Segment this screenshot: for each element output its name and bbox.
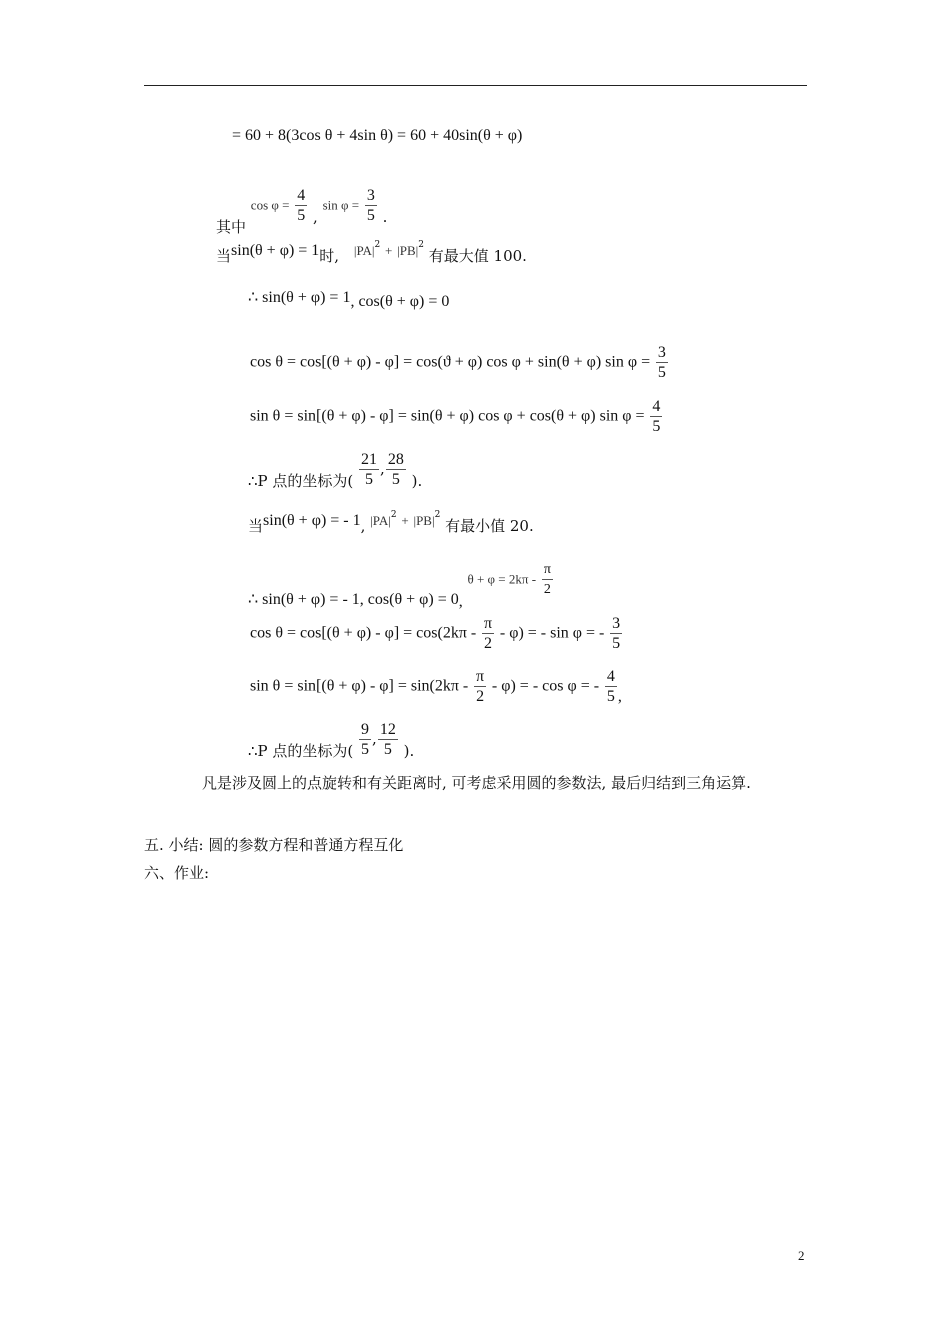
sin-max-fraction xyxy=(650,397,662,436)
cos-max-den: 5 xyxy=(657,364,666,381)
sin-min-num: 4 xyxy=(606,668,615,685)
where-sin-num: 3 xyxy=(366,187,375,204)
min-pa-square: 2 xyxy=(390,510,397,520)
max-plus: + xyxy=(385,243,393,258)
homework-heading: 六、作业: xyxy=(144,864,210,882)
point-1-y-num: 28 xyxy=(387,451,404,468)
max-shi: 时, xyxy=(319,247,340,265)
sin-min-pi-den: 2 xyxy=(476,688,485,705)
max-text: 有最大值 100. xyxy=(428,247,527,265)
max-pa-square: 2 xyxy=(374,240,381,250)
cos-min-pi-fraction xyxy=(482,614,494,653)
max-condition: sin(θ + φ) = 1 xyxy=(231,242,320,259)
point-1-label: ∴P 点的坐标为( xyxy=(248,471,354,490)
sin-min-pi-fraction xyxy=(474,667,486,706)
sin-max-den: 5 xyxy=(652,418,661,435)
cos-min-den: 5 xyxy=(612,635,621,652)
point-2-label: ∴P 点的坐标为( xyxy=(248,741,354,760)
where-end: . xyxy=(382,207,388,226)
point-2-x xyxy=(359,720,371,759)
cos-max-num: 3 xyxy=(657,344,666,361)
cos-min-pi-den: 2 xyxy=(484,635,493,652)
summary-heading: 五. 小结: 圆的参数方程和普通方程互化 xyxy=(144,836,404,854)
where-cos-num: 4 xyxy=(297,187,306,204)
where-cos-den: 5 xyxy=(297,207,306,224)
cos-max-line xyxy=(250,343,669,382)
min-plus: + xyxy=(401,513,409,528)
min-condition: sin(θ + φ) = - 1 xyxy=(263,512,361,529)
max-when: 当 xyxy=(216,247,232,265)
sin-max-num: 4 xyxy=(652,398,661,415)
therefore-line-2 xyxy=(248,560,554,610)
pi-num: π xyxy=(542,560,553,580)
min-pa: |PA| xyxy=(370,513,391,528)
therefore-1b: , cos(θ + φ) = 0 xyxy=(350,293,450,310)
point-2-comma: , xyxy=(372,729,377,748)
max-line xyxy=(216,236,527,265)
point-2-x-den: 5 xyxy=(361,741,370,758)
point-2-end: ). xyxy=(403,741,415,760)
cos-min-fraction xyxy=(610,614,622,653)
sin-min-line xyxy=(250,667,622,706)
pi-den: 2 xyxy=(543,582,551,597)
max-pb: |PB| xyxy=(397,243,419,258)
min-comma: , xyxy=(360,517,366,535)
point-2-line xyxy=(248,720,414,759)
sin-min-lhs: sin θ = sin[(θ + φ) - φ] = sin(2kπ - xyxy=(250,677,469,695)
therefore-line-1 xyxy=(248,288,450,310)
point-1-y xyxy=(386,450,406,489)
min-when: 当 xyxy=(248,517,264,535)
sin-min-end: , xyxy=(617,687,622,705)
where-sin-lhs: sin φ = xyxy=(322,197,360,213)
therefore-2d: θ + φ = 2kπ - xyxy=(467,571,537,587)
min-line xyxy=(248,506,534,535)
therefore-2c: , xyxy=(458,592,463,610)
point-2-x-num: 9 xyxy=(361,721,370,738)
where-sep: , xyxy=(313,207,318,226)
point-1-x-den: 5 xyxy=(365,471,374,488)
where-sin-den: 5 xyxy=(366,207,375,224)
cos-min-mid: - φ) = - sin φ = - xyxy=(499,624,605,642)
sin-min-mid: - φ) = - cos φ = - xyxy=(491,677,600,695)
page-number: 2 xyxy=(798,1248,805,1263)
point-2-y-num: 12 xyxy=(379,721,396,738)
sin-max-line xyxy=(250,397,663,436)
cos-min-lhs: cos θ = cos[(θ + φ) - φ] = cos(2kπ - xyxy=(250,624,477,642)
therefore-2a: ∴ sin(θ + φ) = - 1 xyxy=(248,590,360,608)
where-cos-lhs: cos φ = xyxy=(250,197,290,213)
therefore-2b: , cos(θ + φ) = 0 xyxy=(359,590,459,608)
where-label: 其中 xyxy=(216,217,247,236)
point-1-y-den: 5 xyxy=(391,471,400,488)
cos-max-fraction xyxy=(656,343,668,382)
point-1-x xyxy=(359,450,379,489)
therefore-2-pi-fraction xyxy=(542,560,553,599)
point-2-y-den: 5 xyxy=(383,741,392,758)
where-line xyxy=(216,186,388,236)
sin-min-den: 5 xyxy=(606,688,615,705)
max-pa: |PA| xyxy=(353,243,375,258)
equation-line-1: = 60 + 8(3cos θ + 4sin θ) = 60 + 40sin(θ + φ) xyxy=(232,127,523,144)
conclusion-paragraph: 凡是涉及圆上的点旋转和有关距离时, 可考虑采用圆的参数法, 最后归结到三角运算. xyxy=(202,774,751,792)
point-1-line xyxy=(248,450,422,489)
where-sin-fraction xyxy=(365,186,377,225)
therefore-1a: ∴ sin(θ + φ) = 1 xyxy=(248,289,351,306)
cos-min-num: 3 xyxy=(612,615,621,632)
sin-min-fraction xyxy=(605,667,617,706)
point-1-x-num: 21 xyxy=(361,451,378,468)
cos-min-line xyxy=(250,614,623,653)
point-2-y xyxy=(378,720,398,759)
point-1-end: ). xyxy=(411,471,423,490)
min-pb: |PB| xyxy=(413,513,435,528)
min-text: 有最小值 20. xyxy=(445,517,534,535)
point-1-comma: , xyxy=(380,459,385,478)
header-rule xyxy=(144,85,807,86)
cos-max-lhs: cos θ = cos[(θ + φ) - φ] = cos(ϑ + φ) cos φ + sin(θ + φ) sin φ = xyxy=(250,353,651,371)
sin-max-lhs: sin θ = sin[(θ + φ) - φ] = sin(θ + φ) cos φ + cos(θ + φ) sin φ = xyxy=(250,407,645,425)
min-pb-square: 2 xyxy=(434,510,441,520)
cos-min-pi-num: π xyxy=(484,615,493,632)
max-pb-square: 2 xyxy=(418,240,424,250)
where-cos-fraction xyxy=(295,186,307,225)
sin-min-pi-num: π xyxy=(476,668,485,685)
